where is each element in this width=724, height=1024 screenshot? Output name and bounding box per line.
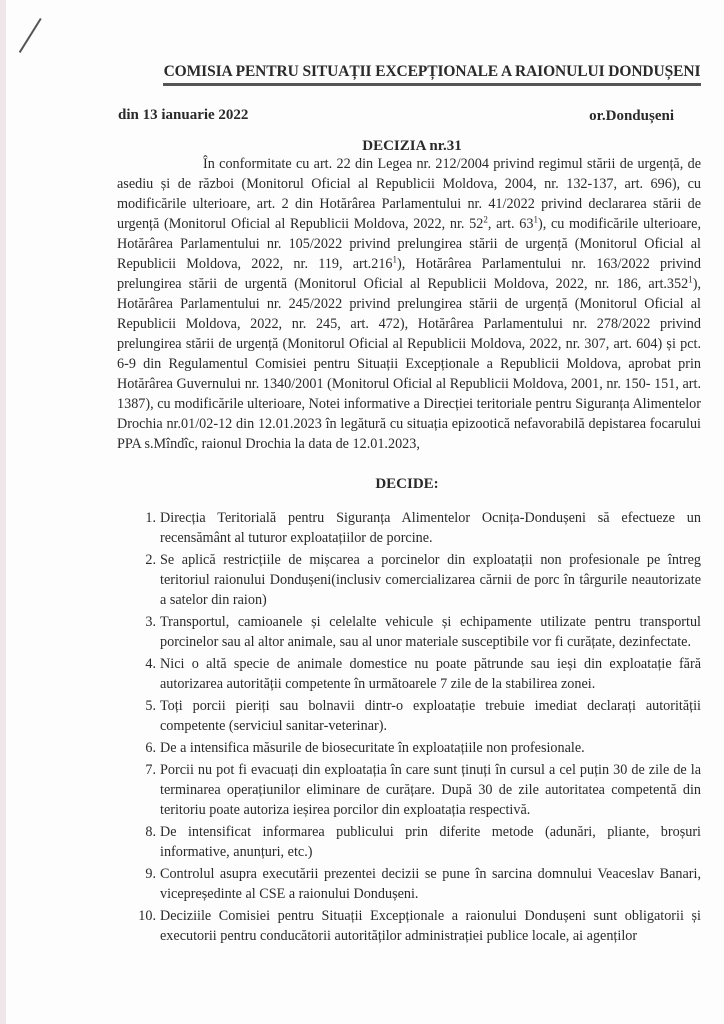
item-number: 8. bbox=[145, 824, 156, 840]
item-number: 3. bbox=[145, 614, 156, 630]
item-number: 6. bbox=[145, 740, 156, 756]
item-text: Controlul asupra executării prezentei decizii se pune în sarcina domnului Veaceslav Banari, vicepreședinte al CSE a raionului Dondușeni. bbox=[160, 866, 701, 902]
decision-item bbox=[145, 550, 701, 610]
decision-item bbox=[145, 612, 701, 652]
preamble-text: ), cu modificările ulterioare, Hotărârea Parlamentului nr. 105/2022 privind prelungirea stării de urgență (Monitorul Oficial al Republicii Moldova, 2022, nr. 119, art.216 bbox=[117, 216, 701, 272]
decision-items-list bbox=[138, 508, 701, 948]
decision-item bbox=[145, 738, 701, 758]
decision-item bbox=[145, 822, 701, 862]
decision-item bbox=[145, 654, 701, 694]
decision-item bbox=[145, 864, 701, 904]
decision-item bbox=[138, 906, 701, 946]
item-text: Direcția Teritorială pentru Siguranța Alimentelor Ocnița-Dondușeni să efectueze un recensământ al tuturor exploatațiilor de porcine. bbox=[160, 510, 701, 546]
preamble-text: ), Hotărârea Parlamentului nr. 245/2022 privind prelungirea stării de urgență (Monitorul Oficial al Republicii Moldova, 2022, nr. 245, art. 472), Hotărârea Parlamentului nr. 278/2022 privind prelungirea stării de urgență (Monitorul Oficial al Republicii Moldova, 2022, nr. 307, art. 604) și pct. 6-9 din Regulamentul Comisiei pentru Situații Excepționale a Republicii Moldova, aprobat prin Hotărârea Guvernului nr. 1340/2001 (Monitorul Oficial al Republicii Moldova, 2001, nr. 150- 151, art. 1387), cu modificările ulterioare, Notei informative a Direcției teritoriale pentru Siguranța Alimentelor Drochia nr.01/02-12 din 12.01.2023 în legătură cu situația epizootică nefavorabilă depistarea focarului PPA s.Mîndîc, raionul Drochia la data de 12.01.2023, bbox=[117, 276, 701, 452]
superscript: 1 bbox=[392, 254, 398, 265]
item-text: Porcii nu pot fi evacuați din exploatația în care sunt ținuți în cursul a cel puțin 30 de zile de la terminarea operațiunilor eliminare de curățare. După 30 de zile autoritatea competentă din teritoriu poate autoriza ieșirea porcilor din exploatația respectivă. bbox=[160, 762, 701, 818]
decision-date: din 13 ianuarie 2022 bbox=[118, 107, 249, 123]
item-text: Nici o altă specie de animale domestice nu poate pătrunde sau ieși din exploatație fără autorizarea autorității competente în următoarele 7 zile de la stabilirea zonei. bbox=[160, 656, 701, 692]
item-text: Transportul, camioanele și celelalte vehicule și echipamente utilizate pentru transportul porcinelor sau al altor animale, sau al unor materiale susceptibile vor fi curățate, dezinfectate. bbox=[160, 614, 701, 650]
item-number: 5. bbox=[145, 698, 156, 714]
item-text: Deciziile Comisiei pentru Situații Excepționale a raionului Dondușeni sunt obligatorii și executorii pentru conducătorii autorităților administrației publice locale, ai agenților bbox=[160, 908, 701, 944]
item-number: 7. bbox=[145, 762, 156, 778]
decide-heading: DECIDE: bbox=[375, 476, 439, 492]
decision-item bbox=[145, 696, 701, 736]
item-number: 10. bbox=[138, 908, 156, 924]
superscript: 1 bbox=[533, 214, 538, 225]
item-number: 4. bbox=[145, 656, 156, 672]
preamble-paragraph bbox=[117, 154, 701, 454]
item-text: Se aplică restricțiile de mișcarea a porcinelor din exploatații non profesionale pe întreg teritoriul raionului Dondușeni(inclusiv comercializarea cărnii de porc în târgurile neautorizate a satelor din raion) bbox=[160, 552, 701, 608]
item-number: 2. bbox=[145, 552, 156, 568]
preamble-text: ), Hotărârea Parlamentului nr. 163/2022 privind prelungirea stării de urgentă (Monitorul Oficial al Republicii Moldova, 2022, nr. 186, art.352 bbox=[117, 256, 701, 292]
item-text: Toți porcii pieriți sau bolnavii dintr-o exploatație trebuie imediat declarați autorității competente (serviciul sanitar-veterinar). bbox=[160, 698, 701, 734]
organization-title: COMISIA PENTRU SITUAȚII EXCEPȚIONALE A RAIONULUI DONDUȘENI bbox=[163, 63, 701, 86]
decision-place: or.Dondușeni bbox=[589, 108, 674, 124]
item-text: De a intensifica măsurile de biosecuritate în exploatațiile non profesionale. bbox=[160, 740, 585, 756]
decision-title: DECIZIA nr.31 bbox=[362, 138, 462, 154]
decision-item bbox=[145, 508, 701, 548]
superscript: 2 bbox=[483, 214, 488, 225]
item-text: De intensificat informarea publicului prin diferite metode (adunări, pliante, broșuri informative, anunțuri, etc.) bbox=[160, 824, 701, 860]
preamble-text: , art. 63 bbox=[487, 216, 534, 232]
decision-item bbox=[145, 760, 701, 820]
superscript: 1 bbox=[688, 274, 693, 285]
handwritten-slash-mark bbox=[19, 18, 42, 53]
preamble-text: În conformitate cu art. 22 din Legea nr. 212/2004 privind regimul stării de urgență, de asediu și de război (Monitorul Oficial al Republicii Moldova, 2004, nr. 132-137, art. 696), cu modificările ulterioare, art. 2 din Hotărârea Parlamentului nr. 41/2022 privind declararea stării de urgență (Monitorul Oficial al Republicii Moldova, 2022, nr. 52 bbox=[117, 156, 701, 232]
item-number: 9. bbox=[145, 866, 156, 882]
item-number: 1. bbox=[145, 510, 156, 526]
